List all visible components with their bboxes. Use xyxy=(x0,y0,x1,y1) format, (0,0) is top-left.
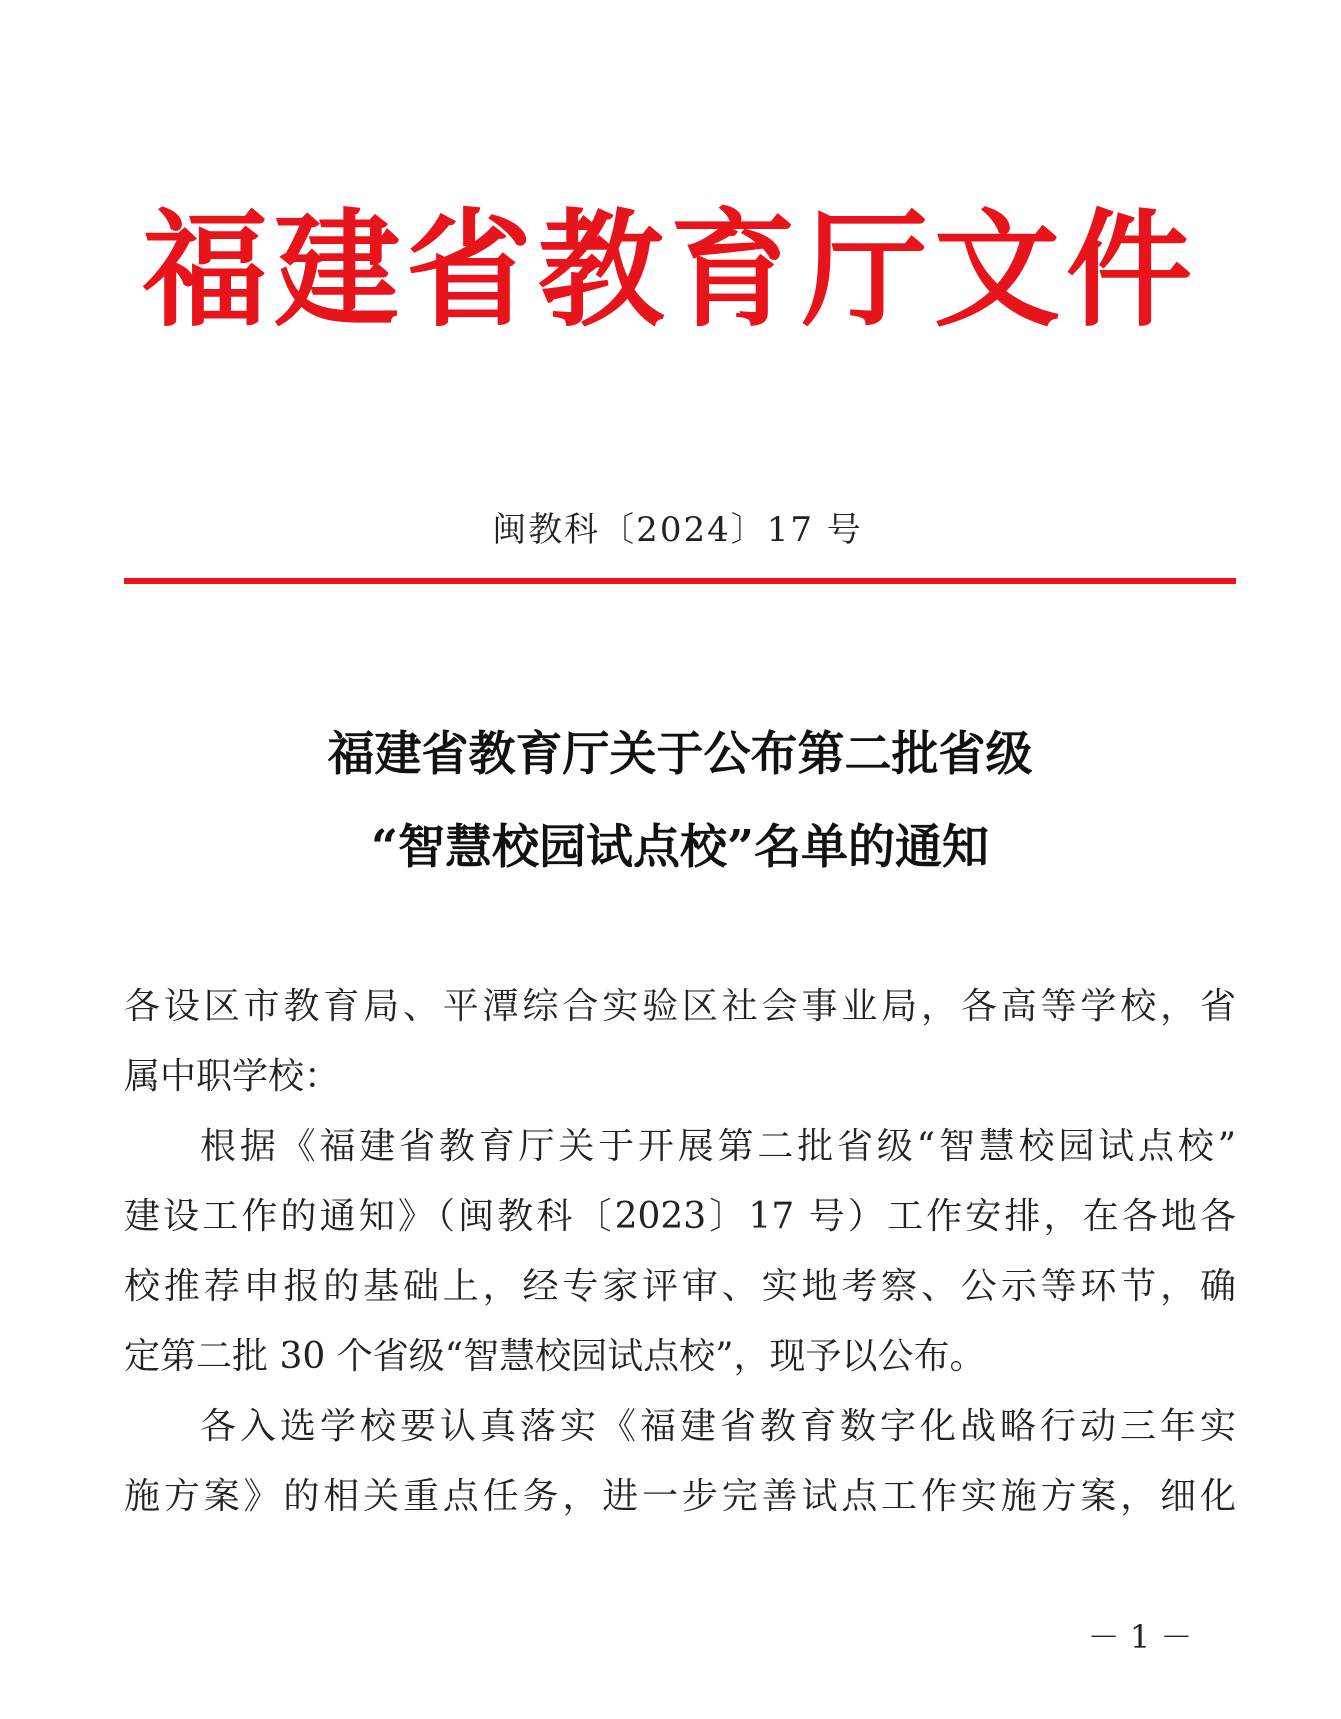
page-number: － 1 － xyxy=(1087,1618,1193,1656)
notice-title-line-2: “智慧校园试点校”名单的通知 xyxy=(370,820,990,875)
notice-title-line-1: 福建省教育厅关于公布第二批省级 xyxy=(327,727,1033,782)
paragraph-1-line-3: 校推荐申报的基础上，经专家评审、实地考察、公示等环节，确 xyxy=(124,1266,1236,1307)
notice-body xyxy=(124,972,1236,1532)
addressee-line-1: 各设区市教育局、平潭综合实验区社会事业局，各高等学校，省 xyxy=(124,986,1236,1027)
paragraph-1-line-1: 根据《福建省教育厅关于开展第二批省级“智慧校园试点校” xyxy=(200,1126,1236,1167)
paragraph-2-line-2: 施方案》的相关重点任务，进一步完善试点工作实施方案，细化 xyxy=(124,1476,1236,1517)
document-header-title: 福建省教育厅文件 xyxy=(142,196,1198,344)
addressee-line-2: 属中职学校： xyxy=(124,1056,341,1097)
red-divider-line xyxy=(124,578,1236,584)
document-number: 闽教科〔2024〕17 号 xyxy=(492,510,863,550)
paragraph-1-line-2: 建设工作的通知》（闽教科〔2023〕17 号）工作安排，在各地各 xyxy=(124,1196,1236,1237)
paragraph-2-line-1: 各入选学校要认真落实《福建省教育数字化战略行动三年实 xyxy=(200,1406,1236,1447)
paragraph-1-line-4: 定第二批 30 个省级“智慧校园试点校”，现予以公布。 xyxy=(124,1336,986,1377)
notice-title xyxy=(124,708,1236,894)
